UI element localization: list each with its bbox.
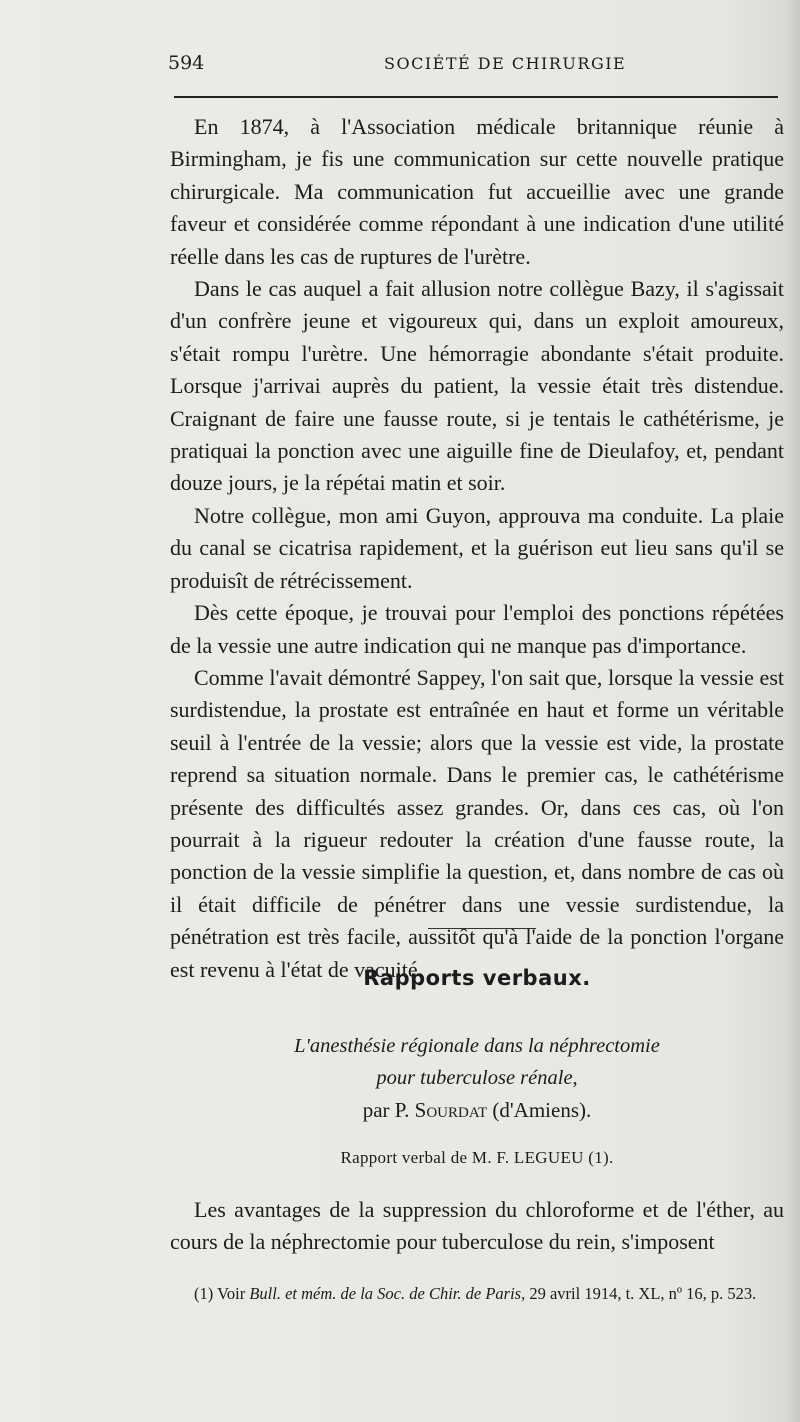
article-title-line: L'anesthésie régionale dans la néphrectomie: [294, 1035, 660, 1057]
footnote: [170, 1282, 784, 1306]
paragraph: Comme l'avait démontré Sappey, l'on sait que, lorsque la vessie est surdistendue, la prostate est entraînée en haut et forme un véritable seuil à l'entrée de la vessie; alors que la vessie est vide, la prostate reprend sa situation normale. Dans le premier cas, le cathétérisme présente des difficultés assez grandes. Or, dans ces cas, où l'on pourrait à la rigueur redouter la création d'une fausse route, la ponction de la vessie simplifie la question, et, dans nombre de cas où il était difficile de pénétrer dans une vessie surdistendue, la pénétration est très facile, aussitôt qu'à l'aide de la ponction l'organe est revenu à l'état de vacuité.: [170, 664, 784, 982]
section-title: Rapports verbaux.: [363, 966, 591, 990]
paragraph: En 1874, à l'Association médicale britannique réunie à Birmingham, je fis une communication sur cette nouvelle pratique chirurgicale. Ma communication fut accueillie avec une grande faveur et considérée comme répondant à une indication d'une utilité réelle dans les cas de ruptures de l'urètre.: [170, 114, 784, 269]
intro-text: [170, 1194, 784, 1259]
running-head: SOCIÉTÉ DE CHIRURGIE: [384, 54, 627, 73]
footnote-marker: (1): [194, 1284, 218, 1303]
page-number: 594: [168, 52, 205, 74]
report-line: Rapport verbal de M. F. LEGUEU (1).: [340, 1148, 614, 1167]
article-author: [170, 1098, 784, 1123]
article-title: [170, 1030, 784, 1094]
paragraph: Les avantages de la suppression du chloroforme et de l'éther, au cours de la néphrectomie pour tuberculose du rein, s'imposent: [170, 1197, 784, 1255]
body-text: [170, 111, 784, 986]
paragraph: Notre collègue, mon ami Guyon, approuva ma conduite. La plaie du canal se cicatrisa rapidement, et la guérison eut lieu sans qu'il se produisît de rétrécissement.: [170, 502, 784, 593]
author-name: Sourdat: [414, 1098, 488, 1122]
header-rule: [174, 96, 778, 98]
author-suffix: (d'Amiens).: [487, 1098, 592, 1122]
paragraph: Dans le cas auquel a fait allusion notre collègue Bazy, il s'agissait d'un confrère jeune et vigoureux qui, dans un exploit amoureux, s'était rompu l'urètre. Une hémorragie abondante s'était produite. Lorsque j'arrivai auprès du patient, la vessie était très distendue. Craignant de faire une fausse route, si je tentais le cathétérisme, je pratiquai la ponction avec une aiguille fine de Dieulafoy, et, pendant douze jours, je la répétai matin et soir.: [170, 276, 784, 496]
separator-rule: [428, 928, 536, 929]
author-prefix: par P.: [362, 1098, 415, 1122]
article-title-line: pour tuberculose rénale,: [376, 1067, 578, 1089]
footnote-details: , 29 avril 1914, t. XL, nº 16, p. 523.: [521, 1284, 757, 1303]
footnote-source: Bull. et mém. de la Soc. de Chir. de Paris: [249, 1284, 522, 1303]
page-header: [168, 52, 768, 82]
footnote-voir: Voir: [217, 1284, 250, 1303]
paragraph: Dès cette époque, je trouvai pour l'emploi des ponctions répétées de la vessie une autre indication qui ne manque pas d'importance.: [170, 600, 784, 658]
